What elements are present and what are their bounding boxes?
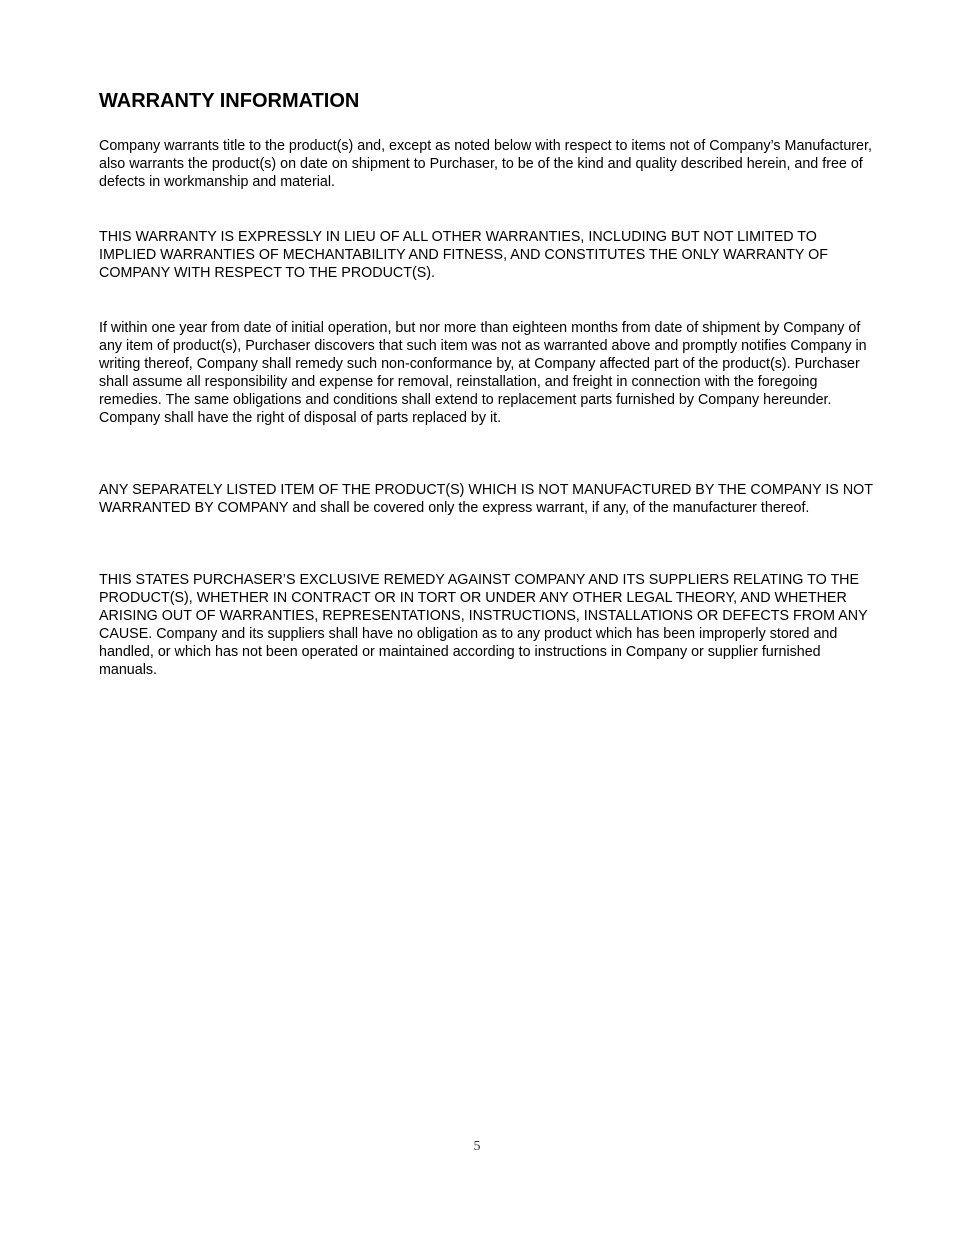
paragraph-exclusive-remedy: THIS STATES PURCHASER’S EXCLUSIVE REMEDY AGAINST COMPANY AND ITS SUPPLIERS RELATING TO THE PRODUCT(S), WHETHER IN CONTRACT OR IN TORT OR UNDER ANY OTHER LEGAL THEORY, AND WHETHER ARISING OUT OF WARRANTIES, REPRESENTATIONS, INSTRUCTIONS, INSTALLATIONS OR DEFECTS FROM ANY CAUSE. Company and its suppliers shall have no obligation as to any product which has been improperly stored and handled, or which has not been operated or maintained according to instructions in Company or supplier furnished manuals. (99, 572, 868, 679)
paragraph-title-warranty: Company warrants title to the product(s) and, except as noted below with respect to items not of Company’s Manufacturer, also warrants the product(s) on date on shipment to Purchaser, to be of the kind and quality described herein, and free of defects in workmanship and material. (99, 138, 872, 191)
paragraph-third-party-items: ANY SEPARATELY LISTED ITEM OF THE PRODUCT(S) WHICH IS NOT MANUFACTURED BY THE COMPANY IS NOT WARRANTED BY COMPANY and shall be covered only the express warrant, if any, of the manufacturer thereof. (99, 482, 873, 517)
paragraph-exclusive-warranty: THIS WARRANTY IS EXPRESSLY IN LIEU OF ALL OTHER WARRANTIES, INCLUDING BUT NOT LIMITED TO IMPLIED WARRANTIES OF MECHANTABILITY AND FITNESS, AND CONSTITUTES THE ONLY WARRANTY OF COMPANY WITH RESPECT TO THE PRODUCT(S). (99, 229, 828, 282)
page-number: 5 (473, 1139, 481, 1154)
paragraph-remedy-terms: If within one year from date of initial operation, but nor more than eighteen months from date of shipment by Company of any item of product(s), Purchaser discovers that such item was not as warranted above and promptly notifies Company in writing thereof, Company shall remedy such non-conformance by, at Company affected part of the product(s). Purchaser shall assume all responsibility and expense for removal, reinstallation, and freight in connection with the foregoing remedies. The same obligations and conditions shall extend to replacement parts furnished by Company hereunder. Company shall have the right of disposal of parts replaced by it. (99, 320, 867, 427)
page-title: WARRANTY INFORMATION (99, 90, 360, 112)
